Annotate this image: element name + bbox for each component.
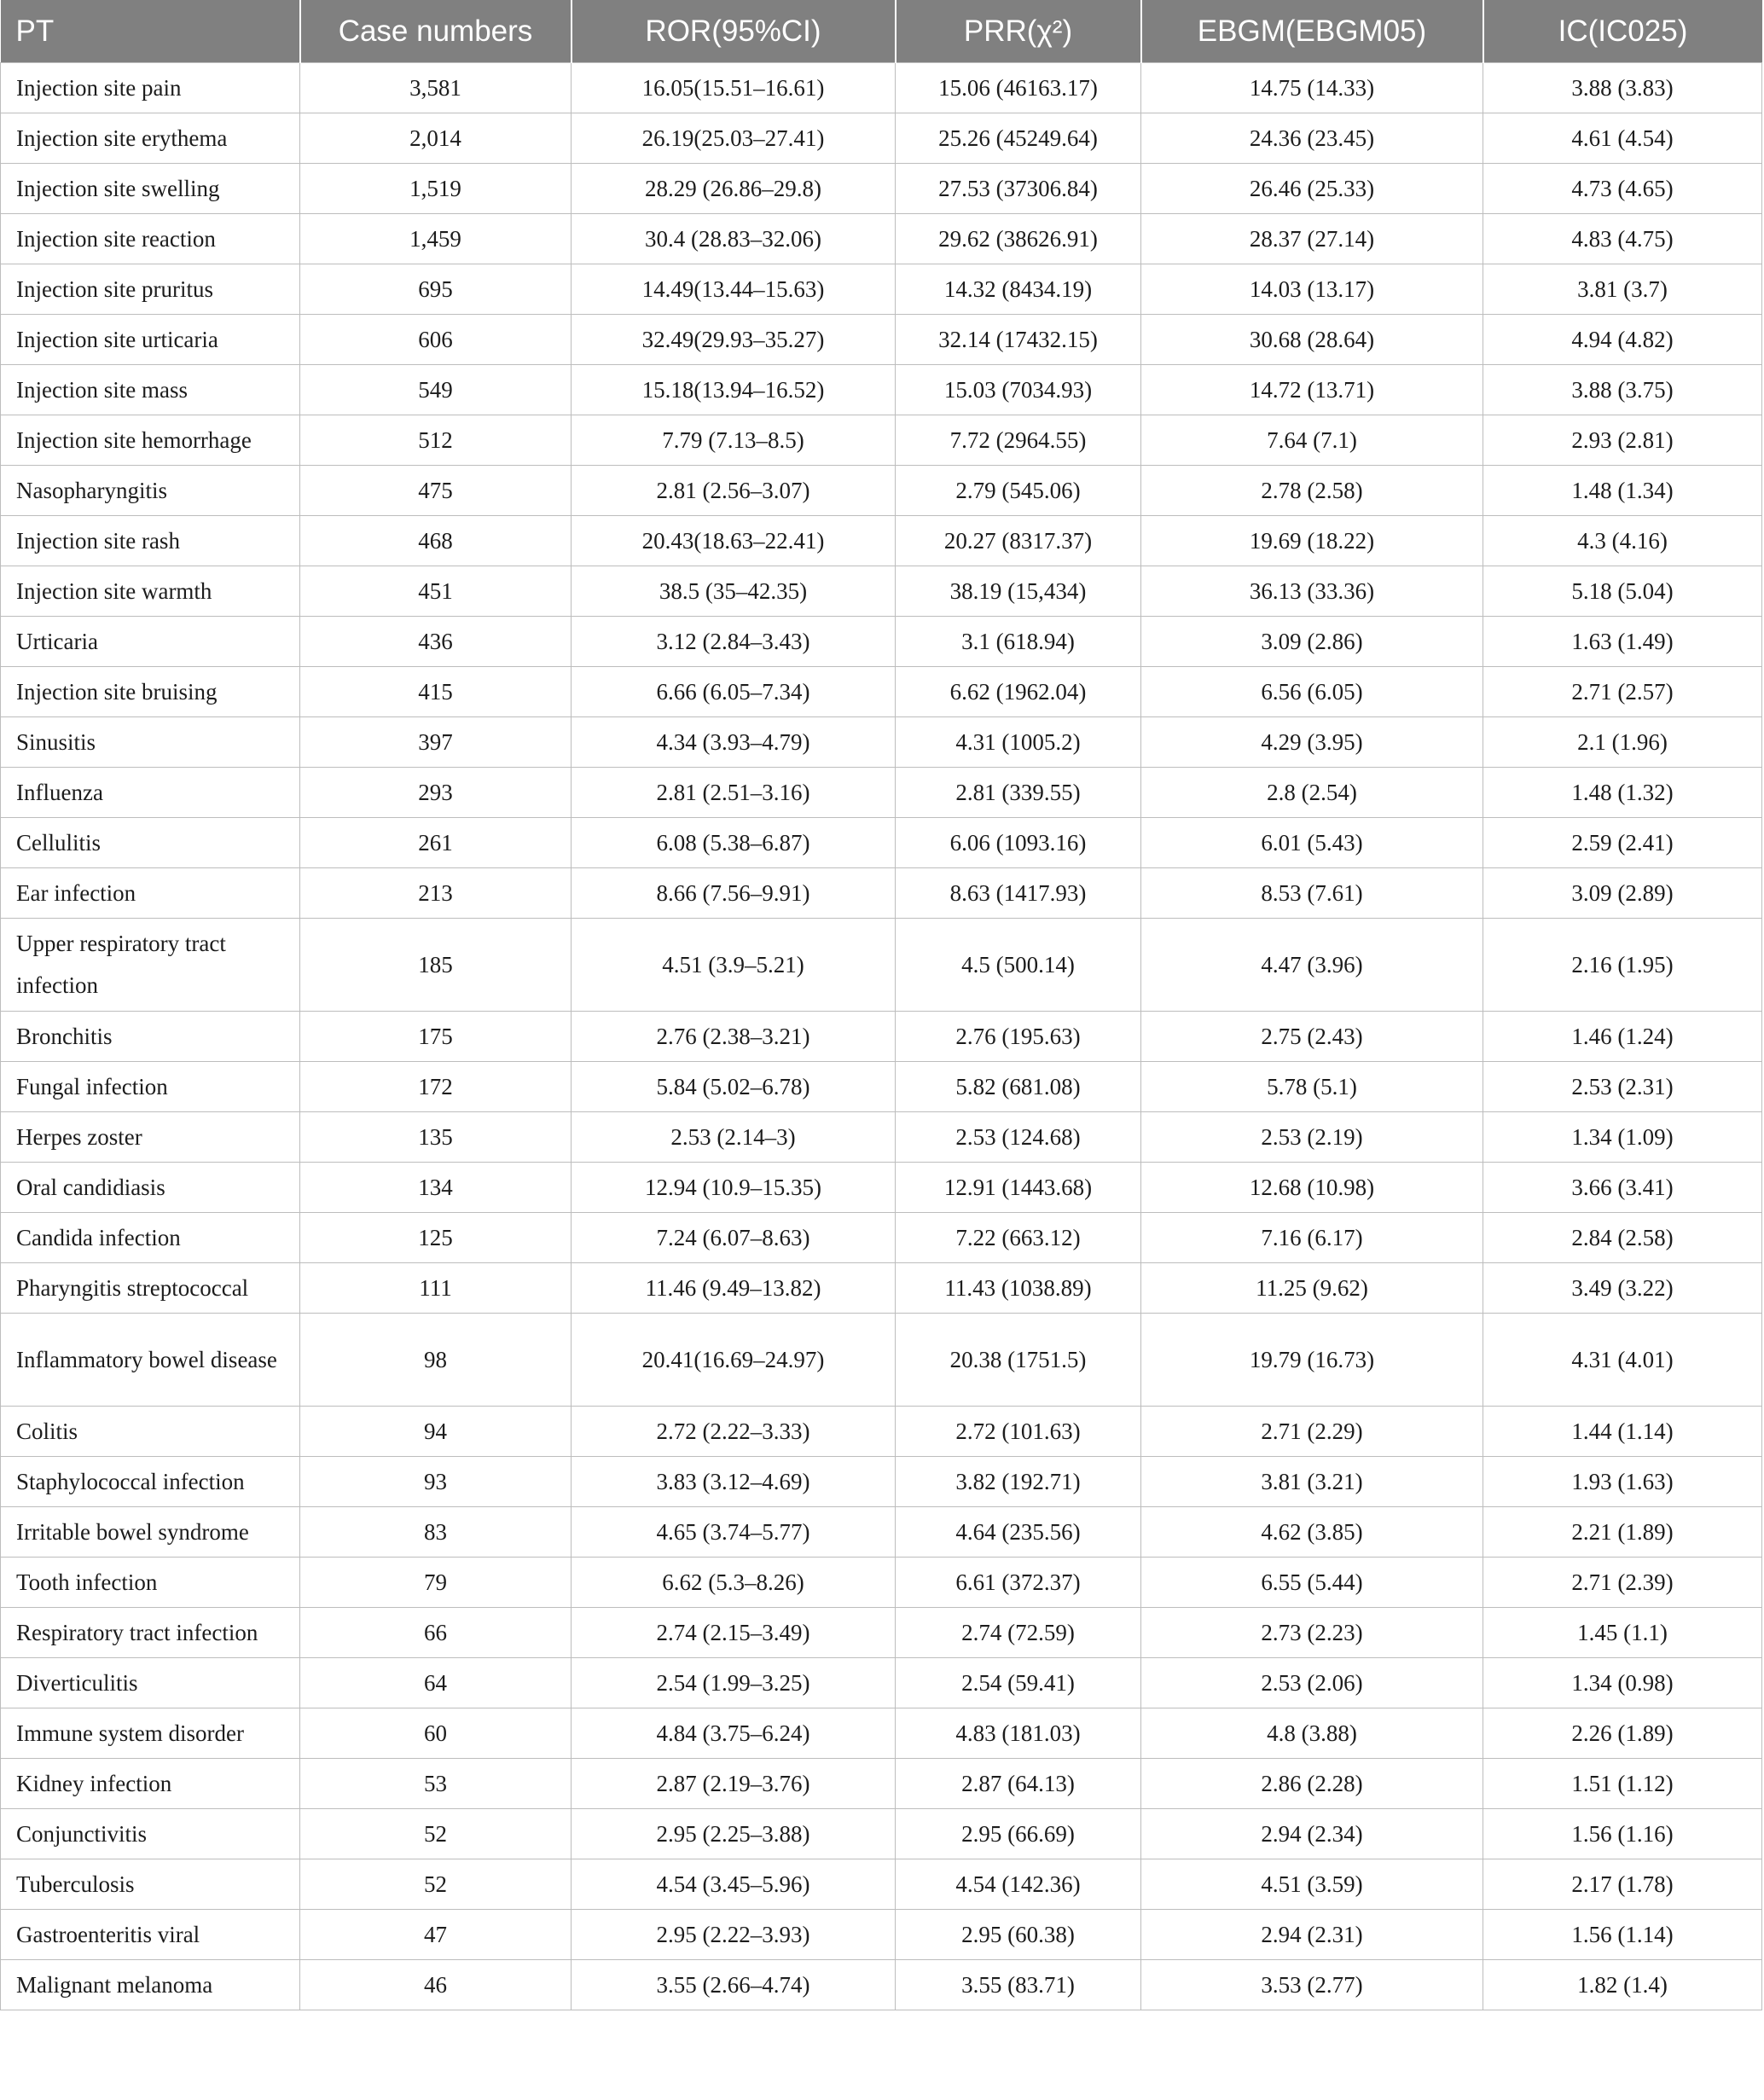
cell-ebgm: 4.51 (3.59): [1141, 1859, 1483, 1910]
cell-prr: 2.54 (59.41): [896, 1658, 1141, 1708]
cell-prr: 2.81 (339.55): [896, 768, 1141, 818]
cell-ebgm: 2.78 (2.58): [1141, 466, 1483, 516]
table-row: [1, 1163, 1762, 1213]
cell-pt: Fungal infection: [1, 1062, 300, 1112]
cell-prr: 4.64 (235.56): [896, 1507, 1141, 1558]
cell-prr: 20.27 (8317.37): [896, 516, 1141, 566]
cell-ebgm: 6.55 (5.44): [1141, 1558, 1483, 1608]
table-row: [1, 1314, 1762, 1407]
cell-ic: 4.83 (4.75): [1483, 214, 1762, 264]
cell-prr: 3.82 (192.71): [896, 1457, 1141, 1507]
table-row: [1, 1507, 1762, 1558]
cell-prr: 6.06 (1093.16): [896, 818, 1141, 868]
cell-ic: 4.3 (4.16): [1483, 516, 1762, 566]
cell-ebgm: 3.53 (2.77): [1141, 1960, 1483, 2010]
table-row: [1, 1809, 1762, 1859]
cell-case-numbers: 60: [300, 1708, 572, 1759]
table-row: [1, 1960, 1762, 2010]
cell-pt: Injection site urticaria: [1, 315, 300, 365]
cell-case-numbers: 3,581: [300, 63, 572, 113]
cell-ic: 3.09 (2.89): [1483, 868, 1762, 919]
cell-ror: 2.53 (2.14–3): [572, 1112, 896, 1163]
cell-ror: 26.19(25.03–27.41): [572, 113, 896, 164]
cell-ror: 28.29 (26.86–29.8): [572, 164, 896, 214]
cell-prr: 4.31 (1005.2): [896, 717, 1141, 768]
cell-pt: Irritable bowel syndrome: [1, 1507, 300, 1558]
cell-pt: Inflammatory bowel disease: [1, 1314, 300, 1407]
cell-ebgm: 2.8 (2.54): [1141, 768, 1483, 818]
cell-prr: 2.87 (64.13): [896, 1759, 1141, 1809]
cell-prr: 3.55 (83.71): [896, 1960, 1141, 2010]
cell-pt: Injection site pruritus: [1, 264, 300, 315]
cell-ic: 1.44 (1.14): [1483, 1407, 1762, 1457]
table-row: [1, 1012, 1762, 1062]
cell-ror: 2.87 (2.19–3.76): [572, 1759, 896, 1809]
table-row: [1, 868, 1762, 919]
table-row: [1, 214, 1762, 264]
table-row: [1, 667, 1762, 717]
cell-ror: 4.51 (3.9–5.21): [572, 919, 896, 1012]
cell-ror: 15.18(13.94–16.52): [572, 365, 896, 415]
cell-ebgm: 2.73 (2.23): [1141, 1608, 1483, 1658]
cell-ic: 2.59 (2.41): [1483, 818, 1762, 868]
cell-case-numbers: 175: [300, 1012, 572, 1062]
cell-pt: Upper respiratory tract infection: [1, 919, 300, 1012]
cell-prr: 8.63 (1417.93): [896, 868, 1141, 919]
cell-ebgm: 2.53 (2.06): [1141, 1658, 1483, 1708]
cell-ic: 3.88 (3.83): [1483, 63, 1762, 113]
cell-pt: Injection site erythema: [1, 113, 300, 164]
header-ror: ROR(95%CI): [572, 0, 896, 63]
cell-pt: Urticaria: [1, 617, 300, 667]
table-row: [1, 1658, 1762, 1708]
cell-prr: 5.82 (681.08): [896, 1062, 1141, 1112]
cell-pt: Nasopharyngitis: [1, 466, 300, 516]
cell-case-numbers: 98: [300, 1314, 572, 1407]
cell-ic: 1.46 (1.24): [1483, 1012, 1762, 1062]
cell-pt: Pharyngitis streptococcal: [1, 1263, 300, 1314]
cell-prr: 15.06 (46163.17): [896, 63, 1141, 113]
cell-ic: 1.34 (0.98): [1483, 1658, 1762, 1708]
table-row: [1, 466, 1762, 516]
cell-ror: 2.95 (2.25–3.88): [572, 1809, 896, 1859]
cell-pt: Injection site warmth: [1, 566, 300, 617]
cell-prr: 32.14 (17432.15): [896, 315, 1141, 365]
cell-pt: Kidney infection: [1, 1759, 300, 1809]
cell-ror: 2.76 (2.38–3.21): [572, 1012, 896, 1062]
header-ebgm: EBGM(EBGM05): [1141, 0, 1483, 63]
cell-ic: 1.63 (1.49): [1483, 617, 1762, 667]
cell-ebgm: 14.75 (14.33): [1141, 63, 1483, 113]
table-row: [1, 617, 1762, 667]
cell-pt: Gastroenteritis viral: [1, 1910, 300, 1960]
cell-ic: 2.71 (2.39): [1483, 1558, 1762, 1608]
table-row: [1, 113, 1762, 164]
header-pt: PT: [1, 0, 300, 63]
cell-pt: Injection site mass: [1, 365, 300, 415]
cell-case-numbers: 261: [300, 818, 572, 868]
cell-ic: 1.34 (1.09): [1483, 1112, 1762, 1163]
cell-ror: 6.08 (5.38–6.87): [572, 818, 896, 868]
cell-pt: Injection site reaction: [1, 214, 300, 264]
cell-ic: 2.71 (2.57): [1483, 667, 1762, 717]
cell-ebgm: 2.75 (2.43): [1141, 1012, 1483, 1062]
cell-case-numbers: 293: [300, 768, 572, 818]
cell-ebgm: 7.16 (6.17): [1141, 1213, 1483, 1263]
cell-case-numbers: 93: [300, 1457, 572, 1507]
header-prr: PRR(χ²): [896, 0, 1141, 63]
cell-pt: Colitis: [1, 1407, 300, 1457]
cell-ror: 20.43(18.63–22.41): [572, 516, 896, 566]
cell-ic: 3.88 (3.75): [1483, 365, 1762, 415]
cell-prr: 27.53 (37306.84): [896, 164, 1141, 214]
cell-ebgm: 2.53 (2.19): [1141, 1112, 1483, 1163]
cell-prr: 6.62 (1962.04): [896, 667, 1141, 717]
cell-ebgm: 24.36 (23.45): [1141, 113, 1483, 164]
cell-case-numbers: 125: [300, 1213, 572, 1263]
cell-ic: 3.66 (3.41): [1483, 1163, 1762, 1213]
cell-ebgm: 8.53 (7.61): [1141, 868, 1483, 919]
cell-prr: 15.03 (7034.93): [896, 365, 1141, 415]
cell-case-numbers: 468: [300, 516, 572, 566]
cell-case-numbers: 397: [300, 717, 572, 768]
cell-pt: Immune system disorder: [1, 1708, 300, 1759]
table-row: [1, 63, 1762, 113]
cell-prr: 2.79 (545.06): [896, 466, 1141, 516]
cell-ror: 2.81 (2.51–3.16): [572, 768, 896, 818]
cell-case-numbers: 1,459: [300, 214, 572, 264]
cell-ebgm: 11.25 (9.62): [1141, 1263, 1483, 1314]
cell-ebgm: 2.94 (2.31): [1141, 1910, 1483, 1960]
cell-ic: 2.1 (1.96): [1483, 717, 1762, 768]
cell-ror: 20.41(16.69–24.97): [572, 1314, 896, 1407]
table-body: [1, 63, 1762, 2010]
table-row: [1, 1910, 1762, 1960]
cell-prr: 38.19 (15,434): [896, 566, 1141, 617]
cell-case-numbers: 415: [300, 667, 572, 717]
cell-case-numbers: 185: [300, 919, 572, 1012]
cell-pt: Ear infection: [1, 868, 300, 919]
cell-ebgm: 12.68 (10.98): [1141, 1163, 1483, 1213]
cell-ror: 8.66 (7.56–9.91): [572, 868, 896, 919]
header-case-numbers: Case numbers: [300, 0, 572, 63]
cell-prr: 11.43 (1038.89): [896, 1263, 1141, 1314]
cell-case-numbers: 52: [300, 1859, 572, 1910]
cell-case-numbers: 64: [300, 1658, 572, 1708]
table-row: [1, 1213, 1762, 1263]
table-row: [1, 365, 1762, 415]
cell-pt: Tooth infection: [1, 1558, 300, 1608]
cell-prr: 7.72 (2964.55): [896, 415, 1141, 466]
cell-ic: 1.45 (1.1): [1483, 1608, 1762, 1658]
cell-ror: 32.49(29.93–35.27): [572, 315, 896, 365]
cell-case-numbers: 52: [300, 1809, 572, 1859]
cell-ror: 14.49(13.44–15.63): [572, 264, 896, 315]
cell-ebgm: 2.71 (2.29): [1141, 1407, 1483, 1457]
cell-case-numbers: 83: [300, 1507, 572, 1558]
cell-prr: 2.76 (195.63): [896, 1012, 1141, 1062]
cell-ror: 6.66 (6.05–7.34): [572, 667, 896, 717]
header-row: [1, 0, 1762, 63]
cell-ror: 2.81 (2.56–3.07): [572, 466, 896, 516]
cell-ror: 7.24 (6.07–8.63): [572, 1213, 896, 1263]
cell-ebgm: 26.46 (25.33): [1141, 164, 1483, 214]
cell-ic: 2.53 (2.31): [1483, 1062, 1762, 1112]
cell-prr: 2.95 (60.38): [896, 1910, 1141, 1960]
cell-pt: Candida infection: [1, 1213, 300, 1263]
cell-ebgm: 4.62 (3.85): [1141, 1507, 1483, 1558]
table-row: [1, 415, 1762, 466]
cell-ror: 4.84 (3.75–6.24): [572, 1708, 896, 1759]
header-ic: IC(IC025): [1483, 0, 1762, 63]
cell-ebgm: 14.03 (13.17): [1141, 264, 1483, 315]
table-row: [1, 768, 1762, 818]
cell-ebgm: 2.86 (2.28): [1141, 1759, 1483, 1809]
table-header: [1, 0, 1762, 63]
cell-case-numbers: 475: [300, 466, 572, 516]
cell-case-numbers: 47: [300, 1910, 572, 1960]
cell-case-numbers: 2,014: [300, 113, 572, 164]
cell-pt: Conjunctivitis: [1, 1809, 300, 1859]
cell-ror: 38.5 (35–42.35): [572, 566, 896, 617]
cell-prr: 12.91 (1443.68): [896, 1163, 1141, 1213]
cell-case-numbers: 79: [300, 1558, 572, 1608]
cell-case-numbers: 172: [300, 1062, 572, 1112]
cell-ror: 7.79 (7.13–8.5): [572, 415, 896, 466]
cell-ebgm: 6.56 (6.05): [1141, 667, 1483, 717]
table-row: [1, 1708, 1762, 1759]
cell-case-numbers: 512: [300, 415, 572, 466]
cell-ror: 3.55 (2.66–4.74): [572, 1960, 896, 2010]
cell-pt: Sinusitis: [1, 717, 300, 768]
cell-pt: Injection site hemorrhage: [1, 415, 300, 466]
table-row: [1, 1608, 1762, 1658]
table-row: [1, 164, 1762, 214]
cell-ror: 2.74 (2.15–3.49): [572, 1608, 896, 1658]
cell-prr: 25.26 (45249.64): [896, 113, 1141, 164]
table-row: [1, 1112, 1762, 1163]
cell-ebgm: 3.81 (3.21): [1141, 1457, 1483, 1507]
cell-ebgm: 14.72 (13.71): [1141, 365, 1483, 415]
cell-prr: 3.1 (618.94): [896, 617, 1141, 667]
cell-ror: 2.95 (2.22–3.93): [572, 1910, 896, 1960]
cell-case-numbers: 1,519: [300, 164, 572, 214]
cell-prr: 4.5 (500.14): [896, 919, 1141, 1012]
cell-ebgm: 28.37 (27.14): [1141, 214, 1483, 264]
cell-ror: 12.94 (10.9–15.35): [572, 1163, 896, 1213]
cell-ror: 2.54 (1.99–3.25): [572, 1658, 896, 1708]
cell-case-numbers: 606: [300, 315, 572, 365]
cell-pt: Herpes zoster: [1, 1112, 300, 1163]
cell-prr: 2.95 (66.69): [896, 1809, 1141, 1859]
cell-prr: 4.83 (181.03): [896, 1708, 1141, 1759]
cell-ebgm: 6.01 (5.43): [1141, 818, 1483, 868]
cell-prr: 14.32 (8434.19): [896, 264, 1141, 315]
cell-ic: 2.16 (1.95): [1483, 919, 1762, 1012]
table-row: [1, 919, 1762, 1012]
cell-pt: Respiratory tract infection: [1, 1608, 300, 1658]
cell-pt: Bronchitis: [1, 1012, 300, 1062]
cell-ic: 5.18 (5.04): [1483, 566, 1762, 617]
cell-pt: Injection site bruising: [1, 667, 300, 717]
cell-ic: 4.94 (4.82): [1483, 315, 1762, 365]
table-row: [1, 1759, 1762, 1809]
cell-ebgm: 30.68 (28.64): [1141, 315, 1483, 365]
cell-pt: Tuberculosis: [1, 1859, 300, 1910]
cell-prr: 20.38 (1751.5): [896, 1314, 1141, 1407]
cell-pt: Influenza: [1, 768, 300, 818]
cell-pt: Injection site pain: [1, 63, 300, 113]
table-row: [1, 1062, 1762, 1112]
table-row: [1, 717, 1762, 768]
cell-case-numbers: 213: [300, 868, 572, 919]
cell-prr: 29.62 (38626.91): [896, 214, 1141, 264]
table-row: [1, 566, 1762, 617]
cell-ic: 2.84 (2.58): [1483, 1213, 1762, 1263]
cell-prr: 2.74 (72.59): [896, 1608, 1141, 1658]
cell-case-numbers: 436: [300, 617, 572, 667]
table-row: [1, 1407, 1762, 1457]
cell-case-numbers: 66: [300, 1608, 572, 1658]
cell-case-numbers: 549: [300, 365, 572, 415]
cell-ror: 30.4 (28.83–32.06): [572, 214, 896, 264]
table-row: [1, 818, 1762, 868]
table-row: [1, 315, 1762, 365]
cell-ic: 2.26 (1.89): [1483, 1708, 1762, 1759]
cell-pt: Cellulitis: [1, 818, 300, 868]
cell-pt: Diverticulitis: [1, 1658, 300, 1708]
cell-prr: 2.53 (124.68): [896, 1112, 1141, 1163]
cell-ebgm: 19.69 (18.22): [1141, 516, 1483, 566]
cell-pt: Staphylococcal infection: [1, 1457, 300, 1507]
cell-ic: 1.48 (1.34): [1483, 466, 1762, 516]
cell-ic: 1.56 (1.16): [1483, 1809, 1762, 1859]
cell-ic: 1.82 (1.4): [1483, 1960, 1762, 2010]
cell-pt: Injection site rash: [1, 516, 300, 566]
cell-ror: 4.34 (3.93–4.79): [572, 717, 896, 768]
cell-ic: 1.56 (1.14): [1483, 1910, 1762, 1960]
cell-ebgm: 7.64 (7.1): [1141, 415, 1483, 466]
cell-ic: 1.51 (1.12): [1483, 1759, 1762, 1809]
cell-ebgm: 19.79 (16.73): [1141, 1314, 1483, 1407]
cell-prr: 6.61 (372.37): [896, 1558, 1141, 1608]
table-row: [1, 264, 1762, 315]
cell-ror: 2.72 (2.22–3.33): [572, 1407, 896, 1457]
cell-ebgm: 4.29 (3.95): [1141, 717, 1483, 768]
cell-case-numbers: 111: [300, 1263, 572, 1314]
cell-case-numbers: 94: [300, 1407, 572, 1457]
cell-ebgm: 4.47 (3.96): [1141, 919, 1483, 1012]
cell-ror: 4.65 (3.74–5.77): [572, 1507, 896, 1558]
cell-ror: 4.54 (3.45–5.96): [572, 1859, 896, 1910]
cell-ror: 3.83 (3.12–4.69): [572, 1457, 896, 1507]
cell-ebgm: 36.13 (33.36): [1141, 566, 1483, 617]
cell-ic: 3.49 (3.22): [1483, 1263, 1762, 1314]
cell-ic: 3.81 (3.7): [1483, 264, 1762, 315]
cell-ror: 3.12 (2.84–3.43): [572, 617, 896, 667]
cell-ic: 2.93 (2.81): [1483, 415, 1762, 466]
cell-ic: 1.93 (1.63): [1483, 1457, 1762, 1507]
table-row: [1, 516, 1762, 566]
table-row: [1, 1457, 1762, 1507]
cell-ebgm: 2.94 (2.34): [1141, 1809, 1483, 1859]
cell-ebgm: 3.09 (2.86): [1141, 617, 1483, 667]
cell-case-numbers: 135: [300, 1112, 572, 1163]
cell-case-numbers: 134: [300, 1163, 572, 1213]
cell-ic: 4.61 (4.54): [1483, 113, 1762, 164]
table-row: [1, 1859, 1762, 1910]
cell-ror: 11.46 (9.49–13.82): [572, 1263, 896, 1314]
cell-prr: 2.72 (101.63): [896, 1407, 1141, 1457]
cell-ror: 6.62 (5.3–8.26): [572, 1558, 896, 1608]
cell-case-numbers: 451: [300, 566, 572, 617]
cell-prr: 7.22 (663.12): [896, 1213, 1141, 1263]
cell-case-numbers: 46: [300, 1960, 572, 2010]
table-row: [1, 1558, 1762, 1608]
cell-ebgm: 4.8 (3.88): [1141, 1708, 1483, 1759]
table-row: [1, 1263, 1762, 1314]
cell-case-numbers: 53: [300, 1759, 572, 1809]
cell-ic: 2.21 (1.89): [1483, 1507, 1762, 1558]
cell-prr: 4.54 (142.36): [896, 1859, 1141, 1910]
cell-ic: 4.73 (4.65): [1483, 164, 1762, 214]
cell-case-numbers: 695: [300, 264, 572, 315]
cell-pt: Injection site swelling: [1, 164, 300, 214]
cell-ror: 5.84 (5.02–6.78): [572, 1062, 896, 1112]
cell-ic: 4.31 (4.01): [1483, 1314, 1762, 1407]
cell-ic: 1.48 (1.32): [1483, 768, 1762, 818]
cell-pt: Malignant melanoma: [1, 1960, 300, 2010]
cell-pt: Oral candidiasis: [1, 1163, 300, 1213]
cell-ror: 16.05(15.51–16.61): [572, 63, 896, 113]
cell-ebgm: 5.78 (5.1): [1141, 1062, 1483, 1112]
cell-ic: 2.17 (1.78): [1483, 1859, 1762, 1910]
